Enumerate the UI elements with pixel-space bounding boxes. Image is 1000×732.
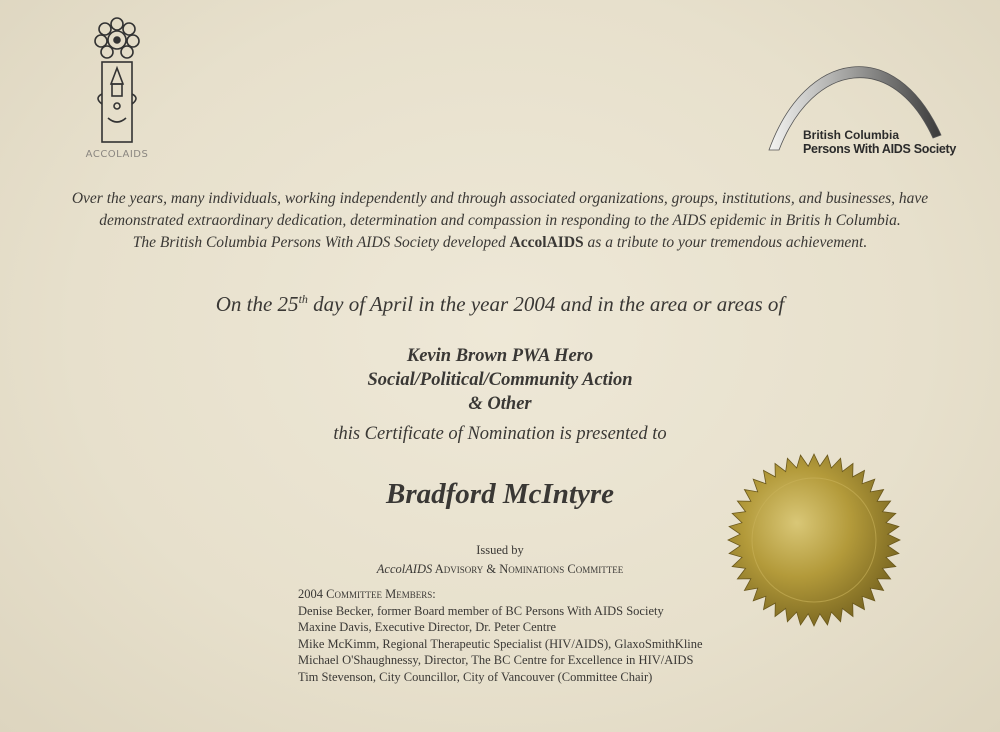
org-name-line1: British Columbia — [803, 128, 900, 142]
award-category: Social/Political/Community Action — [367, 370, 633, 390]
committee-accolaids: AccolAIDS — [376, 562, 433, 576]
gold-seal-icon — [726, 452, 902, 628]
bcpwa-logo — [765, 40, 965, 160]
intro-accolaids-bold: AccolAIDS — [509, 234, 584, 251]
member-entry: Denise Becker, former Board member of BC Persons With AIDS Society — [298, 603, 664, 618]
intro-paragraph — [40, 188, 960, 254]
member-entry: Michael O'Shaughnessy, Director, The BC Centre for Excellence in HIV/AIDS — [298, 653, 694, 667]
presented-line: this Certificate of Nomination is presented to — [333, 424, 667, 444]
intro-line-3-post: as a tribute to your tremendous achievement. — [583, 234, 868, 251]
award-category: Kevin Brown PWA Hero — [406, 346, 594, 366]
member-entry: Maxine Davis, Executive Director, Dr. Peter Centre — [298, 620, 557, 634]
date-line-ordinal: th — [298, 292, 308, 306]
committee-members — [298, 586, 798, 685]
intro-line-1: Over the years, many individuals, working independently and through associated organizations, groups, institutions, and businesses, have — [71, 190, 929, 207]
date-line-pre: On the 25 — [215, 292, 299, 316]
committee-name: Advisory & Nominations Committee — [432, 562, 624, 576]
member-entry: Tim Stevenson, City Councillor, City of Vancouver (Committee Chair) — [298, 669, 653, 684]
member-entry: Mike McKimm, Regional Therapeutic Specialist (HIV/AIDS), GlaxoSmithKline — [298, 636, 703, 651]
accolaids-logo — [72, 14, 162, 164]
intro-line-3-pre: The British Columbia Persons With AIDS Society developed — [132, 234, 510, 251]
flower-head-figure-icon — [82, 14, 152, 146]
members-heading: 2004 Committee Members: — [298, 587, 436, 601]
date-line — [0, 292, 1000, 317]
date-line-post: day of April in the year 2004 and in the area or areas of — [307, 292, 785, 316]
issued-label: Issued by — [476, 543, 524, 557]
intro-line-3 — [40, 232, 960, 254]
org-name-line2: Persons With AIDS Society — [803, 142, 957, 156]
accolaids-wordmark: ACCOLAIDS — [85, 149, 149, 160]
award-category: & Other — [468, 394, 532, 414]
award-categories — [0, 344, 1000, 416]
intro-line-2: demonstrated extraordinary dedication, determination and compassion in responding to the AIDS epidemic in Britis h Columbia. — [99, 212, 901, 229]
recipient-name: Bradford McIntyre — [386, 478, 614, 510]
